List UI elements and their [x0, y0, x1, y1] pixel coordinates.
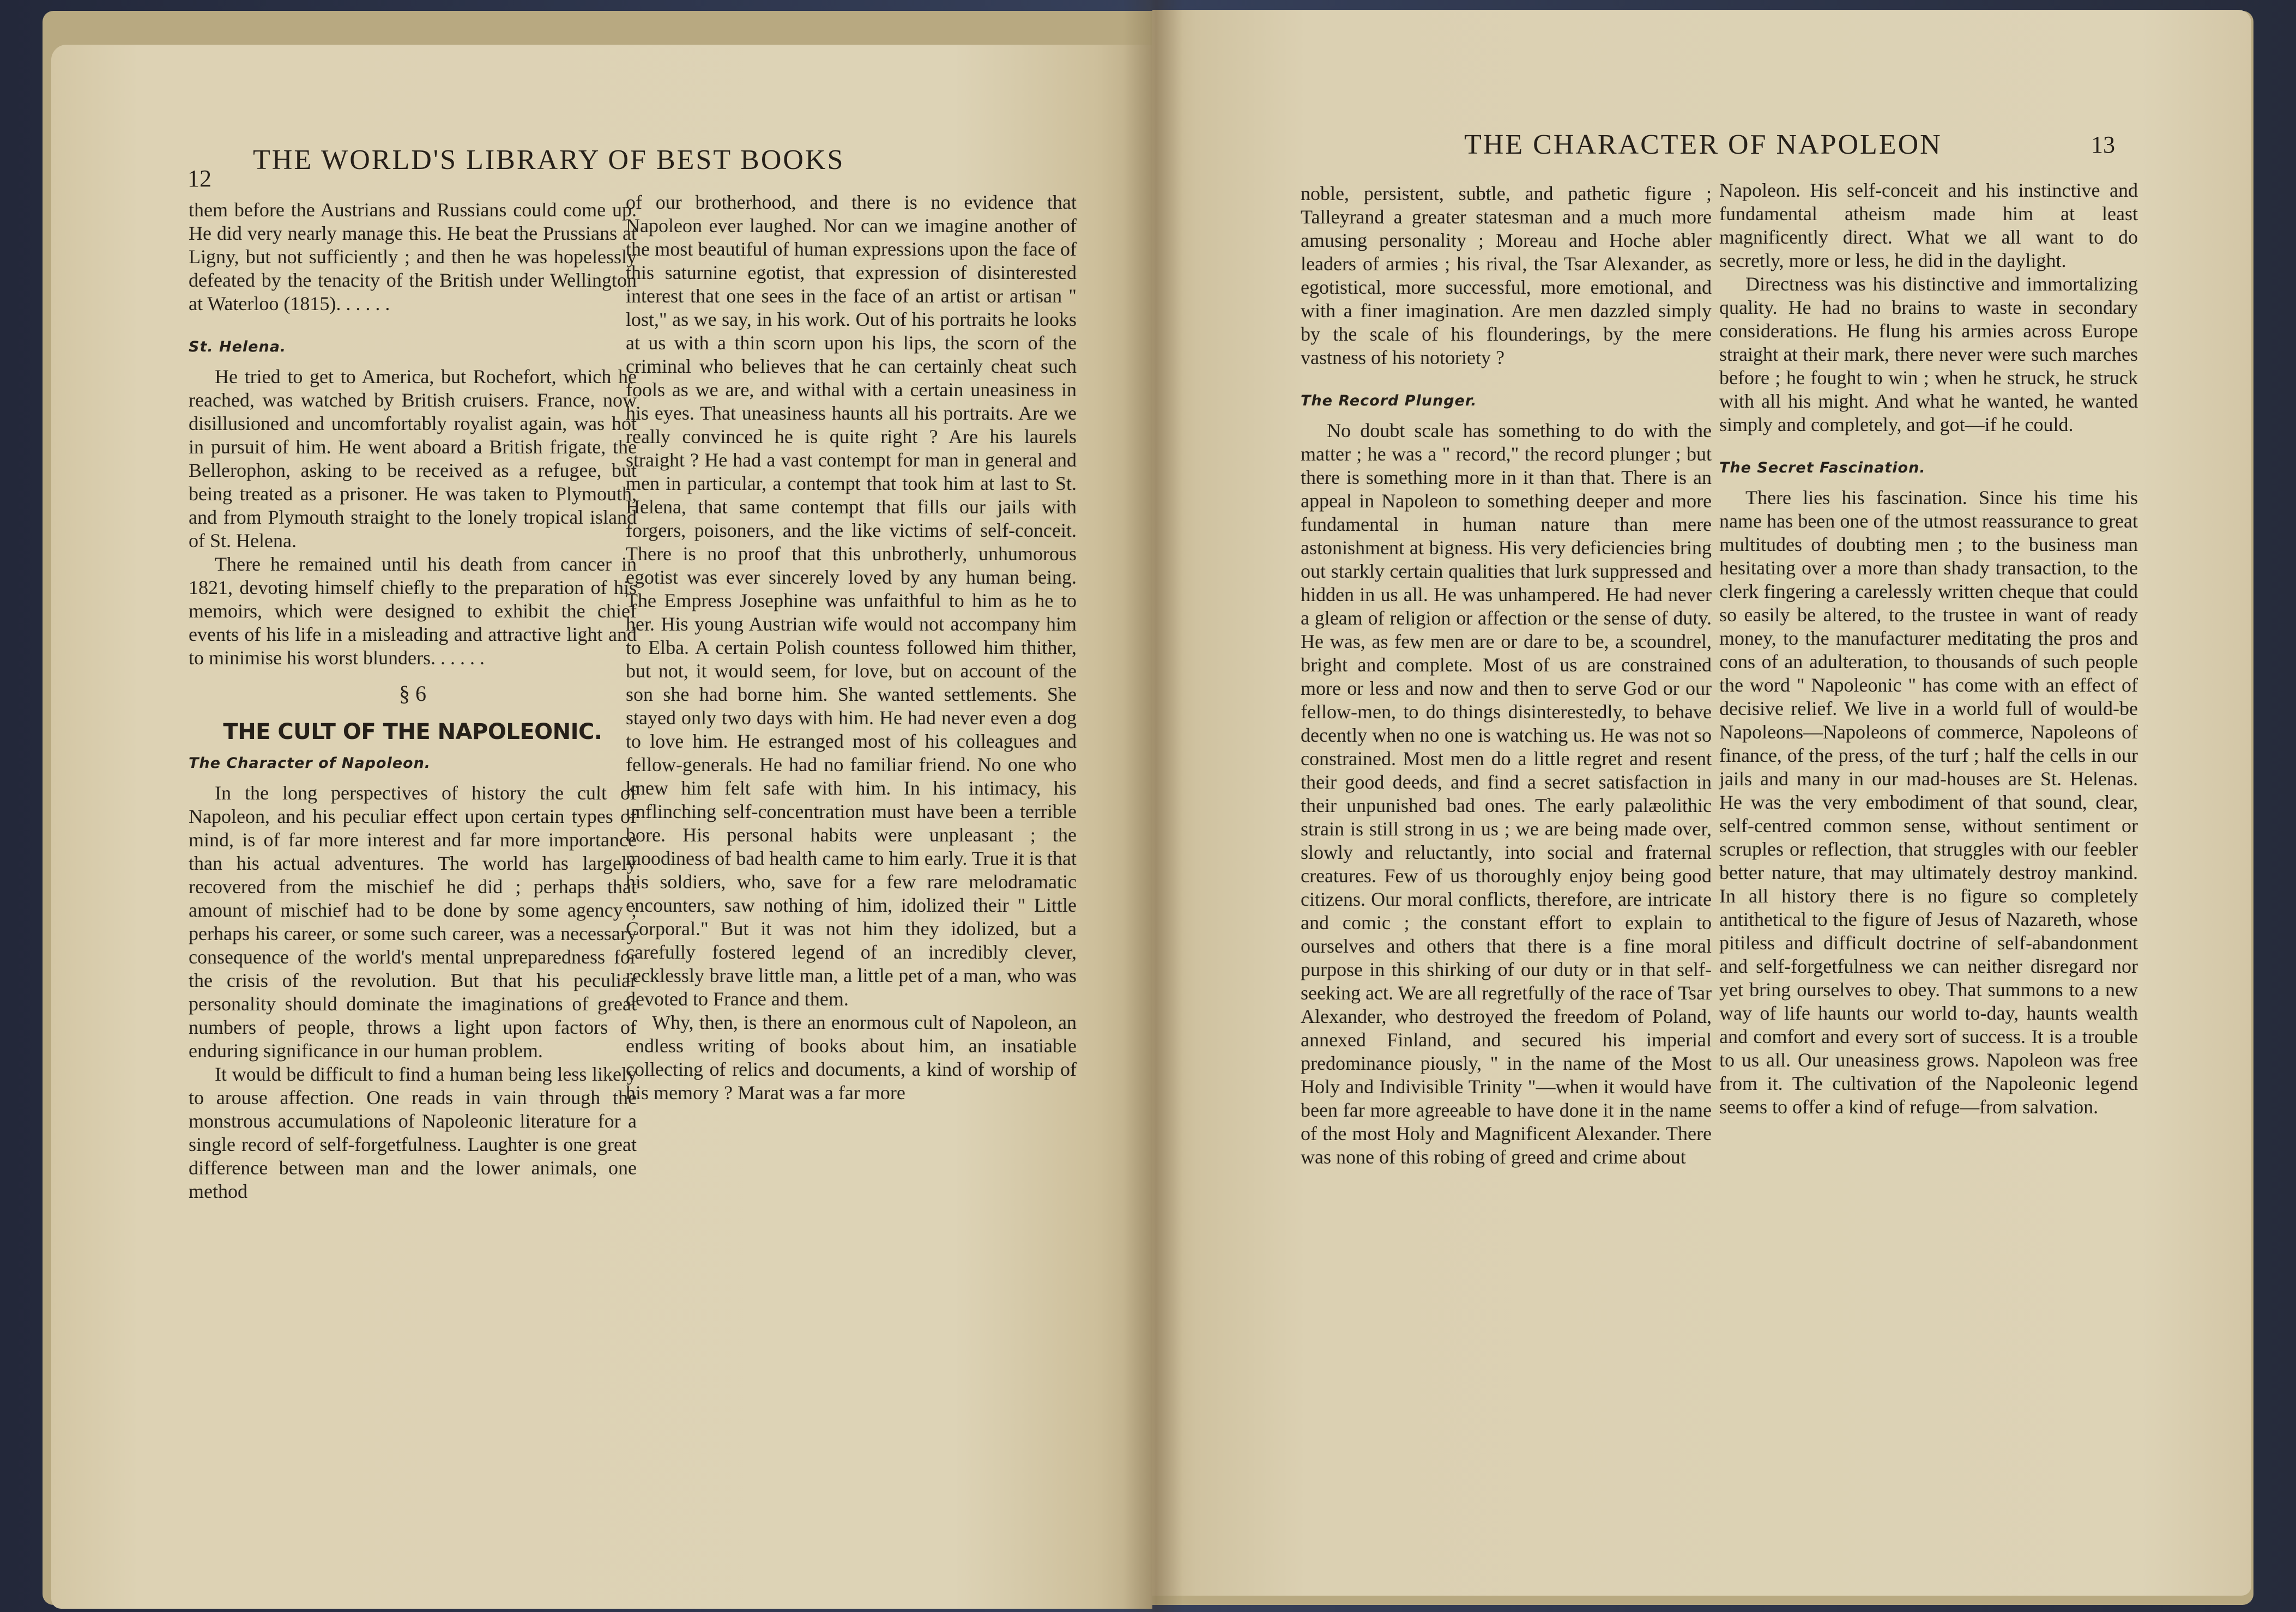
paragraph: Directness was his distinctive and immortalizing quality. He had no brains to waste in secondary considerations. He flung his armies across Europe straight at their mark, there never were such marches before ; he fought to win ; when he struck, he struck with all his might. And what he wanted, he wanted simply and completely, and got—if he could.	[1719, 273, 2138, 435]
subheading-secret-fascination: The Secret Fascination.	[1719, 459, 1926, 476]
paragraph: In the long perspectives of history the cult of Napoleon, and his peculiar effect upon certain types of mind, is of far more interest and far more importance than his actual adventures. The world has largely recovered from the mischief he did ; perhaps that amount of mischief had to be done by some agency ; perhaps his career, or some such career, was a necessary consequence of the world's mental unpreparedness for the crisis of the revolution. But that his peculiar personality should dominate the imaginations of great numbers of people, throws a light upon factors of enduring significance in our human problem.	[189, 782, 637, 1062]
paragraph: He tried to get to America, but Rochefort, which he reached, was watched by British cruisers. France, now disillusioned and uncomfortably royalist again, was hot in pursuit of him. He went aboard a British frigate, the Bellerophon, asking to be received as a refugee, but being treated as a prisoner. He was taken to Plymouth, and from Plymouth straight to the lonely tropical island of St. Helena.	[189, 366, 637, 552]
right-page	[1152, 10, 2251, 1596]
paragraph: Napoleon. His self-conceit and his instinctive and fundamental atheism made him at least magnificently direct. What we all want to do secretly, more or less, he did in the daylight.	[1719, 179, 2138, 271]
paragraph: them before the Austrians and Russians could come up. He did very nearly manage this. He beat the Prussians at Ligny, but not sufficiently ; and then he was hopelessly defeated by the tenacity of the British under Wellington at Waterloo (1815). . . . . .	[189, 199, 637, 314]
subheading-record-plunger: The Record Plunger.	[1301, 392, 1477, 409]
right-page-column-2	[1719, 179, 2138, 1119]
section-mark: § 6	[399, 681, 426, 706]
paragraph: of our brotherhood, and there is no evidence that Napoleon ever laughed. Nor can we imagine another of the most beautiful of human expressions upon the face of this saturnine egotist, that expression of disinterested interest that one sees in the face of an artist or artisan " lost," as we say, in his work. Out of his portraits he looks at us with a thin scorn upon his lips, the scorn of the criminal who believes that he can certainly cheat such fools as we are, and withal with a certain uneasiness in his eyes. That uneasiness haunts all his portraits. Are we really convinced he is quite right ? Are his laurels straight ? He had a vast contempt for man in general and men in particular, a contempt that took him at last to St. Helena, that same contempt that fills our jails with forgers, poisoners, and the like victims of self-conceit. There is no proof that this unbrotherly, unhumorous egotist was ever sincerely loved by any human being. The Empress Josephine was unfaithful to him as he to her. His young Austrian wife would not accompany him to Elba. A certain Polish countess followed him thither, but not, it would seem, for love, but on account of the son she had borne him. She wanted settlements. She stayed only two days with him. He had never even a dog to love him. He estranged most of his colleagues and fellow-generals. He had no familiar friend. No one who knew him felt safe with him. In his intimacy, his unflinching self-concentration must have been a terrible bore. His personal habits were unpleasant ; the moodiness of bad health came to him early. True it is that his soldiers, who, save for a few rare melodramatic encounters, saw nothing of him, idolized their " Little Corporal." But it was not him they idolized, but a carefully fostered legend of an incredibly clever, recklessly brave little man, a little pet of a man, who was devoted to France and them.	[626, 191, 1077, 1010]
paragraph: There lies his fascination. Since his time his name has been one of the utmost reassurance to great multitudes of doubting men ; to the business man hesitating over a more than shady transaction, to the clerk fingering a carelessly written cheque that could so easily be altered, to the trustee in want of ready money, to the manufacturer meditating the pros and cons of an adulteration, to thousands of such people the word " Napoleonic " has come with an effect of decisive relief. We live in a world full of would-be Napoleons—Napoleons of commerce, Napoleons of finance, of the press, of the turf ; half the cells in our jails and many in our mad-houses are St. Helenas. He was the very embodiment of that sound, clear, self-centred common sense, without sentiment or scruples or reflection, that struggles with our feebler better nature, that may ultimately destroy mankind. In all history there is no figure so completely antithetical to the figure of Jesus of Nazareth, whose pitiless and difficult doctrine of self-abandonment and self-forgetfulness we can neither disregard nor yet bring ourselves to obey. That summons to a new way of life haunts our world to-day, haunts wealth and comfort and every sort of success. It is a trouble to us all. Our uneasiness grows. Napoleon was free from it. The cultivation of the Napoleonic legend seems to offer a kind of refuge—from salvation.	[1719, 487, 2138, 1118]
subheading-character: The Character of Napoleon.	[189, 755, 431, 772]
running-head-right: THE CHARACTER OF NAPOLEON	[1464, 129, 1942, 160]
subheading-st-helena: St. Helena.	[189, 338, 287, 355]
paragraph: No doubt scale has something to do with the matter ; he was a " record," the record plunger ; but there is something more in it than that. There is an appeal in Napoleon to something deeper and more fundamental in human nature than mere astonishment at bigness. His very deficiencies bring out starkly certain qualities that lurk suppressed and hidden in us all. He was unhampered. He had never a gleam of religion or affection or the sense of duty. He was, as few men are or dare to be, a scoundrel, bright and complete. Most of us are constrained more or less and now and then to serve God or our fellow-men, to do things disinterestedly, to behave decently when no one is watching us. He was not so constrained. Most men do a little regret and resent their good deeds, and find a secret satisfaction in their unpunished bad ones. The early palæolithic strain is still strong in us ; we are being made over, slowly and reluctantly, into social and fraternal creatures. Few of us thoroughly enjoy being good citizens. Our moral conflicts, therefore, are intricate and comic ; the constant effort to explain to ourselves and others that there is a fine moral purpose in this shirking of our duty or in that self-seeking act. We are all regretfully of the race of Tsar Alexander, who destroyed the freedom of Poland, annexed Finland, and secured his imperial predominance piously, " in the name of the Most Holy and Indivisible Trinity "—when it would have been far more agreeable to have done it in the name of the most Holy and Magnificent Alexander. There was none of this robing of greed and crime about	[1301, 420, 1712, 1168]
left-page	[51, 45, 1152, 1609]
right-page-column-1	[1301, 182, 1712, 1169]
section-heading: THE CULT OF THE NAPOLEONIC.	[223, 719, 602, 744]
page-number-right: 13	[2091, 131, 2115, 158]
paragraph: Why, then, is there an enormous cult of Napoleon, an endless writing of books about him, an insatiable collecting of relics and documents, a kind of worship of his memory ? Marat was a far more	[626, 1011, 1077, 1104]
paragraph: It would be difficult to find a human being less likely to arouse affection. One reads in vain through the monstrous accumulations of Napoleonic literature for a single record of self-forgetfulness. Laughter is one great difference between man and the lower animals, one method	[189, 1063, 637, 1202]
left-page-column-2	[626, 191, 1077, 1105]
paragraph: There he remained until his death from cancer in 1821, devoting himself chiefly to the preparation of his memoirs, which were designed to exhibit the chief events of his life in a misleading and attractive light and to minimise his worst blunders. . . . . .	[189, 553, 637, 669]
paragraph: noble, persistent, subtle, and pathetic figure ; Talleyrand a greater statesman and a much more amusing personality ; Moreau and Hoche abler leaders of armies ; his rival, the Tsar Alexander, as egotistical, more successful, more emotional, and with a finer imagination. Are men dazzled simply by the scale of his flounderings, by the mere vastness of his notoriety ?	[1301, 183, 1712, 368]
page-number-left: 12	[188, 165, 212, 192]
gutter-shadow	[1123, 0, 1183, 1612]
left-page-column-1	[189, 198, 637, 1203]
running-head-left: THE WORLD'S LIBRARY OF BEST BOOKS	[253, 144, 845, 175]
